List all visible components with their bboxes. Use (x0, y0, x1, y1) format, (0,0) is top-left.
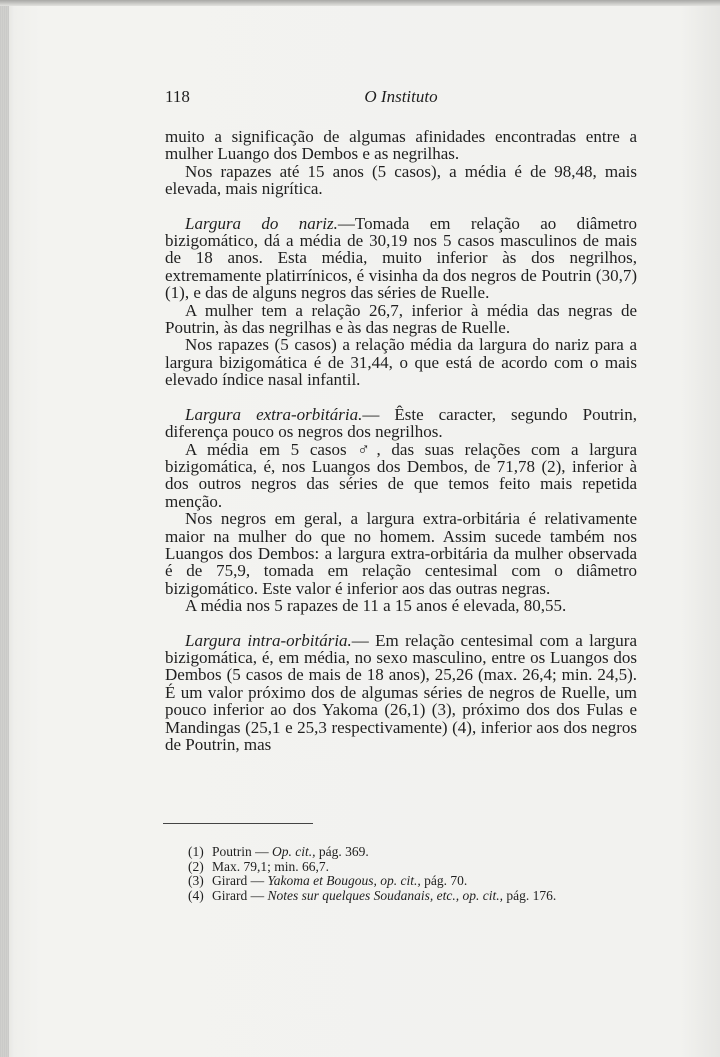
paragraph: Nos negros em geral, a largura extra-orbitária é relativamente maior na mulher do que no homem. Assim sucede também nos Luangos dos Dembos: a largura extra-orbitária da mulher observada é de 75,9, tomada em relação centesimal com o diâmetro bizigomático. Este valor é inferior aos das outras negras. (165, 509, 637, 598)
footnotes (188, 845, 648, 903)
body-text (165, 128, 637, 753)
page-top-edge (0, 0, 720, 6)
running-title: O Instituto (364, 87, 438, 106)
page-binding-edge (0, 0, 9, 1057)
section-paragraph: Largura do nariz.—Tomada em relação ao diâmetro bizigomático, dá a média de 30,19 nos 5 casos masculinos de mais de 18 anos. Esta média, muito inferior às dos negrilhos, extremamente platirrínicos, é visinha da dos negros de Poutrin (30,7) (1), e das de alguns negros das séries de Ruelle. (165, 213, 637, 303)
footnote: (3) Girard — Yakoma et Bougous, op. cit., pág. 70. (188, 873, 468, 888)
section-heading: Largura intra-orbitária. (185, 630, 352, 650)
footnote: (2) Max. 79,1; min. 66,7. (188, 858, 329, 874)
page-header (165, 87, 637, 111)
paragraph: muito a significação de algumas afinidades encontradas entre a mulher Luango dos Dembos e as negrilhas. (165, 127, 637, 164)
page-number: 118 (165, 87, 190, 106)
paragraph: A média nos 5 rapazes de 11 a 15 anos é elevada, 80,55. (185, 596, 567, 616)
paragraph: A mulher tem a relação 26,7, inferior à média das negras de Poutrin, às das negrilhas e às das negras de Ruelle. (165, 300, 637, 338)
paragraph: A média em 5 casos ♂, das suas relações com a largura bizigomática, é, nos Luangos dos Dembos, de 71,78 (2), inferior à dos outros negros das séries de que temos feito mais repetida menção. (165, 439, 637, 511)
footnote-divider (163, 823, 313, 824)
footnote: (1) Poutrin — Op. cit., pág. 369. (188, 844, 369, 859)
paragraph: Nos rapazes até 15 anos (5 casos), a média é de 98,48, mais elevada, mais nigrítica. (165, 161, 637, 199)
section-paragraph: Largura intra-orbitária.— Em relação centesimal com a largura bizigomática, é, em média, no sexo masculino, entre os Luangos dos Dembos (5 casos de mais de 18 anos), 25,26 (max. 26,4; min. 24,5). É um valor próximo dos de algumas séries de negros de Ruelle, um pouco inferior ao dos Yakoma (26,1) (3), próximo dos dos Fulas e Mandingas (25,1 e 25,3 respectivamente) (4), inferior aos dos negros de Poutrin, mas (165, 630, 637, 754)
footnote: (4) Girard — Notes sur quelques Soudanais, etc., op. cit., pág. 176. (188, 887, 557, 903)
section-paragraph: Largura extra-orbitária.— Êste caracter, segundo Poutrin, diferença pouco os negros dos negrilhos. (165, 404, 637, 442)
section-heading: Largura do nariz. (185, 213, 338, 233)
section-heading: Largura extra-orbitária. (185, 404, 363, 424)
paragraph: Nos rapazes (5 casos) a relação média da largura do nariz para a largura bizigomática é de 31,44, o que está de acordo com o mais elevado índice nasal infantil. (165, 335, 637, 390)
